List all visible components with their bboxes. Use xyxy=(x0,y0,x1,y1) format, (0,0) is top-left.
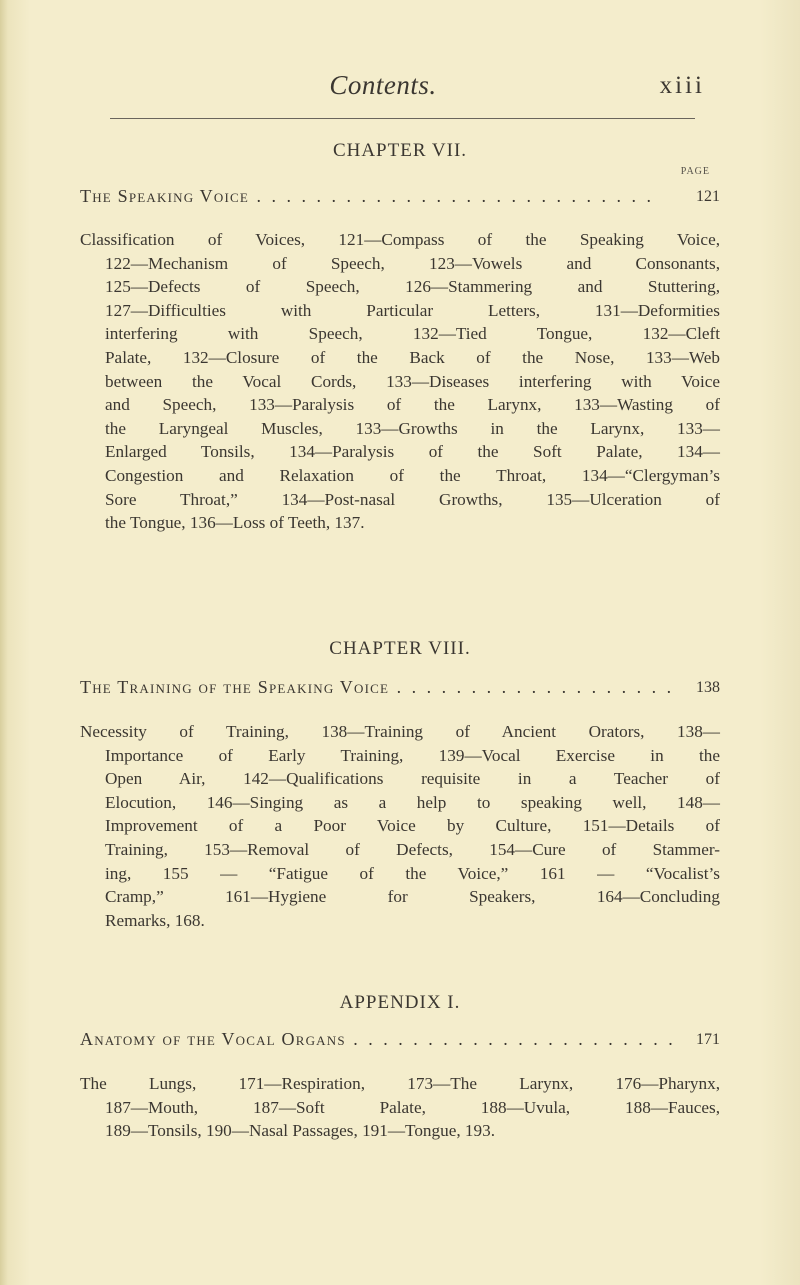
summary-line: Classification of Voices, 121—Compass of the Speaking Voice, xyxy=(80,230,720,249)
summary-line: Cramp,” 161—Hygiene for Speakers, 164—Concluding xyxy=(105,887,720,907)
chapter-page: 121 xyxy=(696,188,720,205)
chapter-heading: CHAPTER VII. xyxy=(332,140,468,161)
summary-line: between the Vocal Cords, 133—Diseases interfering with Voice xyxy=(105,371,720,391)
appendix-title: Anatomy of the Vocal Organs xyxy=(80,1029,346,1049)
summary-line: Training, 153—Removal of Defects, 154—Cure of Stammer- xyxy=(105,839,720,859)
summary-line: Enlarged Tonsils, 134—Paralysis of the Soft Palate, 134— xyxy=(105,442,720,462)
summary-line: Remarks, 168. xyxy=(105,910,205,930)
summary-line: ing, 155 — “Fatigue of the Voice,” 161 — “Vocalist’s xyxy=(105,863,720,883)
summary-line: 122—Mechanism of Speech, 123—Vowels and Consonants, xyxy=(105,253,720,273)
summary-line: Sore Throat,” 134—Post-nasal Growths, 135—Ulceration of xyxy=(105,489,720,509)
chapter-summary xyxy=(80,720,720,932)
appendix-summary xyxy=(80,1072,720,1143)
appendix-heading: APPENDIX I. xyxy=(339,992,461,1013)
summary-line: Palate, 132—Closure of the Back of the Nose, 133—Web xyxy=(105,347,720,367)
summary-line: Congestion and Relaxation of the Throat, 134—“Clergyman’s xyxy=(105,465,720,485)
summary-line: The Lungs, 171—Respiration, 173—The Larynx, 176—Pharynx, xyxy=(80,1074,720,1093)
summary-line: Open Air, 142—Qualifications requisite in a Teacher of xyxy=(105,769,720,789)
page-column-label: PAGE xyxy=(680,166,710,177)
summary-line: 125—Defects of Speech, 126—Stammering and Stuttering, xyxy=(105,277,720,297)
summary-line: 127—Difficulties with Particular Letters, 131—Deformities xyxy=(105,300,720,320)
running-title: Contents. xyxy=(329,70,437,100)
appendix-page: 171 xyxy=(696,1031,720,1048)
summary-line: Necessity of Training, 138—Training of Ancient Orators, 138— xyxy=(80,722,720,741)
chapter-heading: CHAPTER VIII. xyxy=(329,638,471,659)
appendix-title-line: Anatomy of the Vocal Organs . . . . . . . . . . . . . . . . . . . . . . xyxy=(80,1029,676,1049)
chapter-title-line: The Speaking Voice . . . . . . . . . . . . . . . . . . . . . . . . . . . xyxy=(80,186,654,206)
chapter-title: The Speaking Voice xyxy=(80,186,249,206)
header-rule xyxy=(110,118,695,119)
summary-line: Improvement of a Poor Voice by Culture, 151—Details of xyxy=(105,816,720,836)
page-header xyxy=(0,70,800,110)
summary-line: Importance of Early Training, 139—Vocal Exercise in the xyxy=(105,745,720,765)
page-number: xiii xyxy=(659,72,705,99)
summary-line: interfering with Speech, 132—Tied Tongue, 132—Cleft xyxy=(105,324,720,344)
summary-line: and Speech, 133—Paralysis of the Larynx, 133—Wasting of xyxy=(105,395,720,415)
summary-line: 189—Tonsils, 190—Nasal Passages, 191—Tongue, 193. xyxy=(105,1121,496,1141)
chapter-summary xyxy=(80,228,720,535)
summary-line: the Tongue, 136—Loss of Teeth, 137. xyxy=(105,513,365,533)
summary-line: 187—Mouth, 187—Soft Palate, 188—Uvula, 188—Fauces, xyxy=(105,1097,720,1117)
chapter-page: 138 xyxy=(696,679,720,696)
chapter-title-line: The Training of the Speaking Voice . . . . . . . . . . . . . . . . . . . xyxy=(80,677,675,697)
chapter-title: The Training of the Speaking Voice xyxy=(80,677,390,697)
summary-line: Elocution, 146—Singing as a help to speaking well, 148— xyxy=(105,792,720,812)
summary-line: the Laryngeal Muscles, 133—Growths in the Larynx, 133— xyxy=(105,418,720,438)
